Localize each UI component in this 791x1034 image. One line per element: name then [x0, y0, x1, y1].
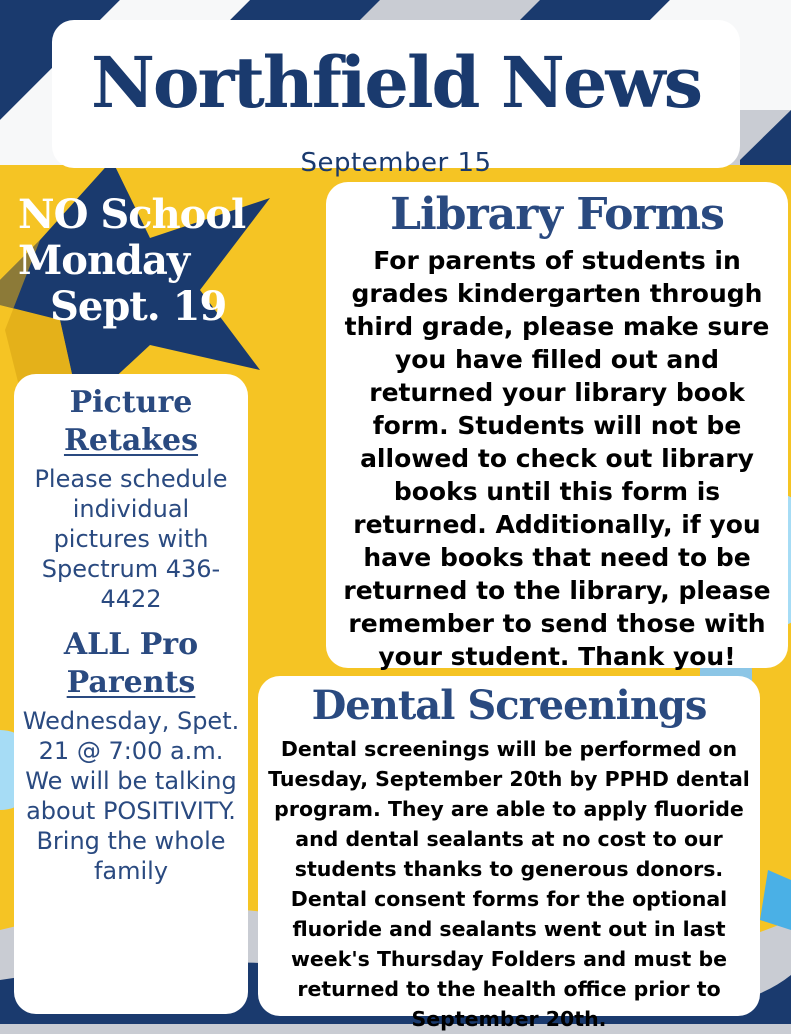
- notice-line: Monday: [18, 237, 190, 284]
- library-forms-title: Library Forms: [390, 189, 724, 240]
- library-forms-card: [326, 182, 788, 671]
- masthead-card: [52, 20, 740, 178]
- dental-screenings-title: Dental Screenings: [311, 682, 707, 729]
- dental-screenings-card: [258, 676, 760, 1031]
- title-line: ALL Pro: [63, 627, 199, 662]
- dental-screenings-body: Dental screenings will be performed on Tuesday, September 20th by PPHD dental program. They are able to apply fluoride and dental sealants at no cost to our students thanks to generous donors. Dental consent forms for the optional fluoride and sealants went out in last week's Thursday Folders and must be returned to the health office prior to September 20th.: [268, 737, 750, 1031]
- library-forms-body: For parents of students in grades kindergarten through third grade, please make sure you have filled out and returned your library book form. Students will not be allowed to check out library books until this form is returned. Additionally, if you have books that need to be returned to the library, please remember to send those with your student. Thank you!: [343, 246, 771, 671]
- title-line: Parents: [66, 665, 196, 700]
- title-line: Picture: [69, 385, 193, 420]
- masthead-title: Northfield News: [90, 41, 702, 124]
- title-line: Retakes: [63, 423, 199, 458]
- all-pro-parents-body: Wednesday, Spet. 21 @ 7:00 a.m. We will be talking about POSITIVITY. Bring the whole family: [22, 707, 240, 885]
- all-pro-parents-title: [22, 626, 240, 702]
- no-school-notice: [18, 192, 258, 330]
- notice-line: Sept. 19: [50, 283, 227, 330]
- notice-line: NO School: [18, 191, 246, 238]
- left-column-card: [14, 374, 248, 1014]
- picture-retakes-body: Please schedule individual pictures with Spectrum 436-4422: [34, 465, 228, 613]
- picture-retakes-title: [22, 384, 240, 460]
- issue-date: September 15: [300, 148, 492, 178]
